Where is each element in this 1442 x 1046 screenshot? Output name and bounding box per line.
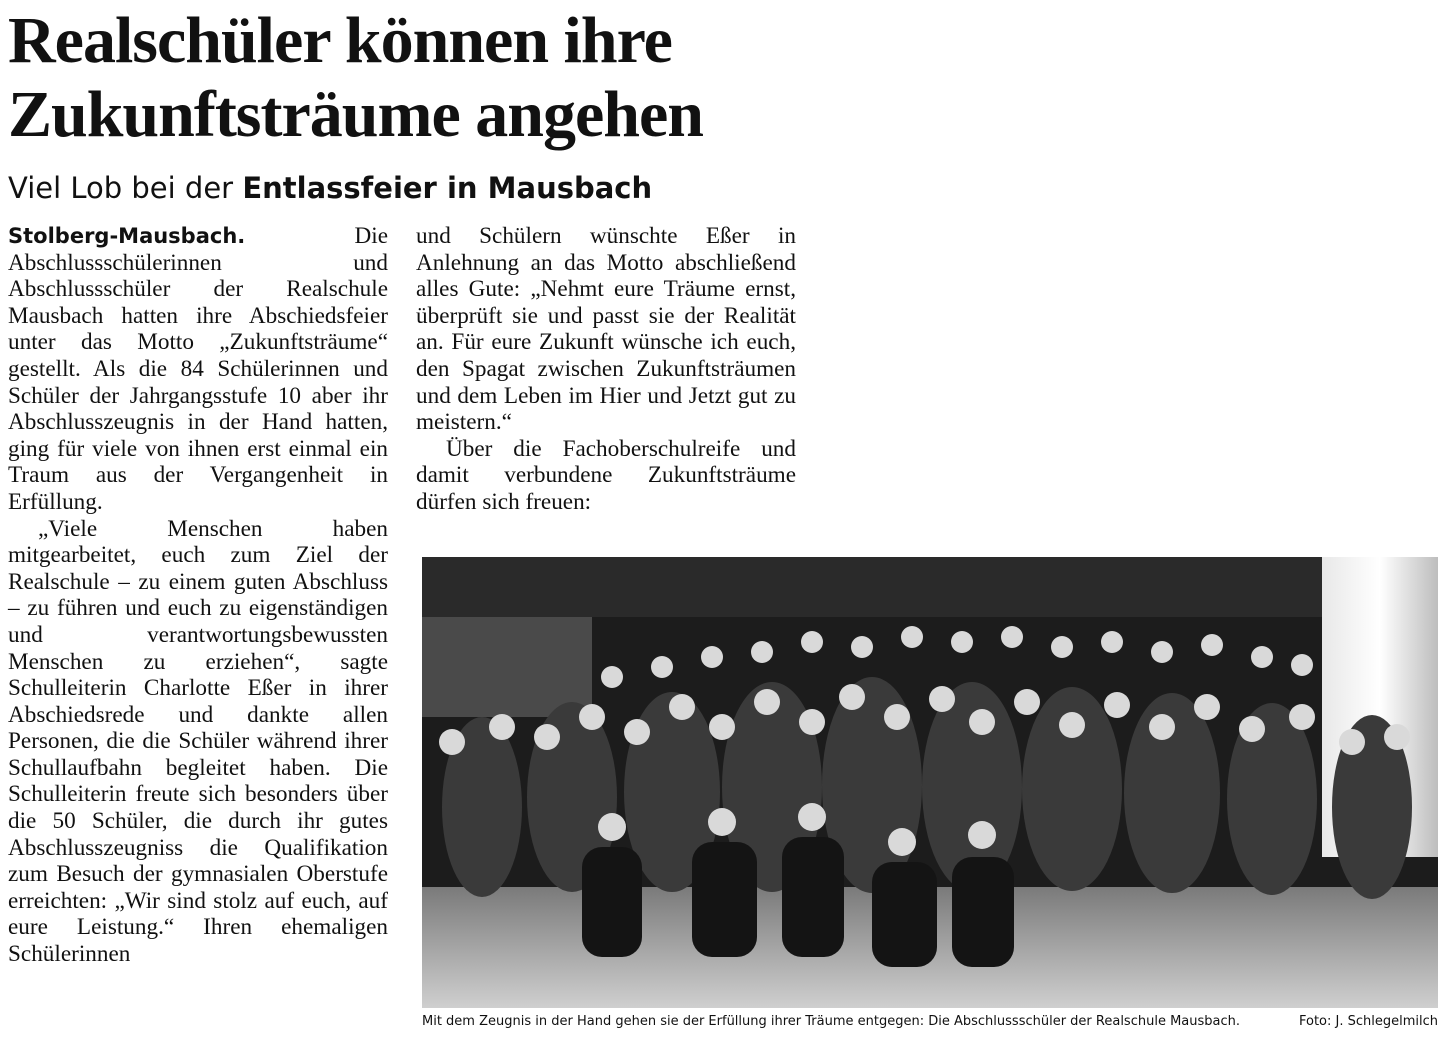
group-photo-illustration	[422, 557, 1438, 1008]
article-column-1	[8, 223, 388, 968]
article-paragraph-4: Über die Fachoberschulreife und damit verbundene Zukunftsträume dürfen sich freuen:	[416, 435, 796, 515]
article-paragraph-1-text: Die Abschlussschülerinnen und Abschlussschüler der Realschule Mausbach hatten ihre Abschiedsfeier unter das Motto „Zukunftsträume“ gestellt. Als die 84 Schülerinnen und Schüler der Jahrgangsstufe 10 aber ihr Abschlusszeugnis in der Hand hatten, ging für viele von ihnen erst einmal ein Traum aus der Vergangenheit in Erfüllung.	[8, 223, 388, 515]
article-paragraph-2: „Viele Menschen haben mitgearbeitet, euch zum Ziel der Realschule – zu einem guten Abschluss – zu führen und euch zu eigenständigen und verantwortungsbewussten Menschen zu erziehen“, sagte Schulleiterin Charlotte Eßer in ihrer Abschiedsrede und dankte allen Personen, die die Schüler während ihrer Schullaufbahn begleitet haben. Die Schulleiterin freute sich besonders über die 50 Schüler, die durch ihr gutes Abschlusszeugniss die Qualifikation zum Besuch der gymnasialen Oberstufe erreichten: „Wir sind stolz auf euch, auf eure Leistung.“ Ihren ehemaligen Schülerinnen	[8, 515, 388, 968]
subheadline	[8, 168, 652, 208]
subheadline-bold: Entlassfeier in Mausbach	[242, 171, 653, 205]
photo-credit: Foto: J. Schlegelmilch	[1298, 1014, 1438, 1029]
headline-line-2: Zukunftsträume angehen	[8, 78, 703, 151]
article-paragraph-3: und Schülern wünschte Eßer in Anlehnung an das Motto abschließend alles Gute: „Nehmt eure Träume ernst, überprüft sie und passt sie der Realität an. Für eure Zukunft wünsche ich euch, den Spagat zwischen Zukunftsträumen und dem Leben im Hier und Jetzt gut zu meistern.“	[416, 223, 796, 436]
group-photo	[422, 557, 1438, 1008]
photo-caption-text: Mit dem Zeugnis in der Hand gehen sie der Erfüllung ihrer Träume entgegen: Die Abschlussschüler der Realschule Mausbach.	[422, 1014, 1241, 1029]
photo-caption	[422, 1012, 1438, 1032]
article-paragraph-1	[8, 223, 388, 516]
headline-line-1: Realschüler können ihre	[8, 4, 672, 77]
subheadline-plain: Viel Lob bei der	[8, 171, 243, 205]
article-column-2	[416, 223, 796, 516]
headline	[8, 4, 703, 152]
dateline: Stolberg-Mausbach.	[8, 224, 246, 248]
